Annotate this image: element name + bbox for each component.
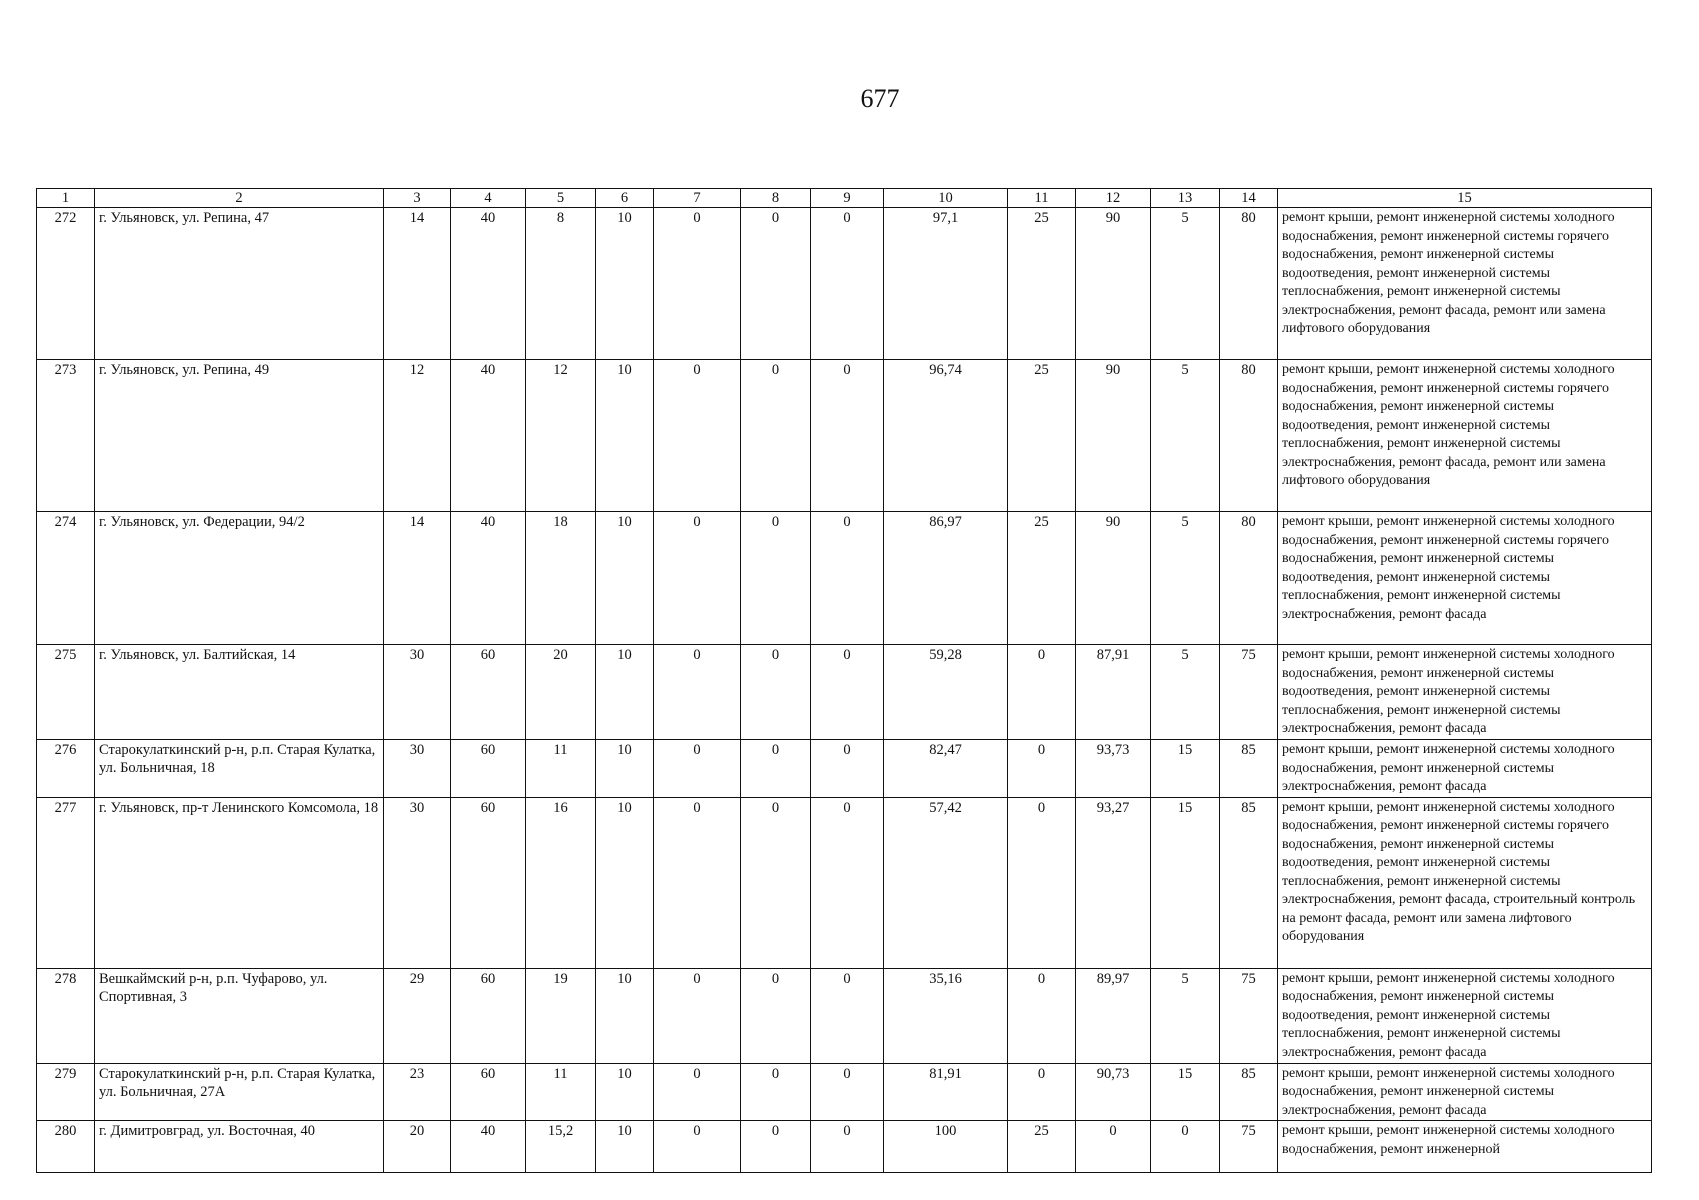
value-cell-col-6: 10 bbox=[596, 797, 654, 968]
table-row bbox=[37, 1121, 1652, 1173]
value-cell-col-6: 10 bbox=[596, 1063, 654, 1121]
table-body bbox=[37, 208, 1652, 1173]
value-cell-col-3: 12 bbox=[384, 360, 451, 512]
value-cell-col-12: 93,73 bbox=[1076, 740, 1151, 798]
value-cell-col-9: 0 bbox=[811, 645, 884, 740]
table-row bbox=[37, 512, 1652, 645]
value-cell-col-13: 15 bbox=[1151, 797, 1220, 968]
value-cell-col-5: 11 bbox=[526, 740, 596, 798]
value-cell-col-9: 0 bbox=[811, 512, 884, 645]
value-cell-col-3: 20 bbox=[384, 1121, 451, 1173]
value-cell-col-3: 23 bbox=[384, 1063, 451, 1121]
row-number: 272 bbox=[37, 208, 95, 360]
column-header: 7 bbox=[654, 189, 741, 208]
value-cell-col-10: 81,91 bbox=[884, 1063, 1008, 1121]
value-cell-col-11: 25 bbox=[1008, 360, 1076, 512]
value-cell-col-8: 0 bbox=[741, 360, 811, 512]
value-cell-col-4: 60 bbox=[451, 645, 526, 740]
value-cell-col-13: 0 bbox=[1151, 1121, 1220, 1173]
works-list-cell: ремонт крыши, ремонт инженерной системы холодного водоснабжения, ремонт инженерной системы водоотведения, ремонт инженерной системы теплоснабжения, ремонт инженерной системы электроснабжения, ремонт фасада bbox=[1278, 645, 1652, 740]
value-cell-col-10: 35,16 bbox=[884, 968, 1008, 1063]
value-cell-col-10: 59,28 bbox=[884, 645, 1008, 740]
value-cell-col-7: 0 bbox=[654, 645, 741, 740]
table-row bbox=[37, 797, 1652, 968]
address-cell: Вешкаймский р-н, р.п. Чуфарово, ул. Спортивная, 3 bbox=[95, 968, 384, 1063]
column-header: 14 bbox=[1220, 189, 1278, 208]
page-number: 677 bbox=[860, 84, 900, 113]
value-cell-col-10: 100 bbox=[884, 1121, 1008, 1173]
column-header: 6 bbox=[596, 189, 654, 208]
row-number: 274 bbox=[37, 512, 95, 645]
value-cell-col-13: 15 bbox=[1151, 1063, 1220, 1121]
address-cell: г. Ульяновск, пр-т Ленинского Комсомола, 18 bbox=[95, 797, 384, 968]
value-cell-col-8: 0 bbox=[741, 797, 811, 968]
column-header: 13 bbox=[1151, 189, 1220, 208]
value-cell-col-11: 0 bbox=[1008, 968, 1076, 1063]
value-cell-col-10: 97,1 bbox=[884, 208, 1008, 360]
column-header: 3 bbox=[384, 189, 451, 208]
works-list-cell: ремонт крыши, ремонт инженерной системы холодного водоснабжения, ремонт инженерной системы горячего водоснабжения, ремонт инженерной системы водоотведения, ремонт инженерной системы теплоснабжения, ремонт инженерной системы электроснабжения, ремонт фасада, ремонт или замена лифтового оборудования bbox=[1278, 360, 1652, 512]
value-cell-col-12: 87,91 bbox=[1076, 645, 1151, 740]
value-cell-col-9: 0 bbox=[811, 360, 884, 512]
value-cell-col-3: 29 bbox=[384, 968, 451, 1063]
column-header: 10 bbox=[884, 189, 1008, 208]
column-header: 9 bbox=[811, 189, 884, 208]
value-cell-col-9: 0 bbox=[811, 1121, 884, 1173]
value-cell-col-3: 14 bbox=[384, 512, 451, 645]
value-cell-col-5: 20 bbox=[526, 645, 596, 740]
value-cell-col-12: 0 bbox=[1076, 1121, 1151, 1173]
value-cell-col-8: 0 bbox=[741, 968, 811, 1063]
value-cell-col-14: 75 bbox=[1220, 1121, 1278, 1173]
value-cell-col-8: 0 bbox=[741, 1063, 811, 1121]
row-number: 276 bbox=[37, 740, 95, 798]
column-header: 4 bbox=[451, 189, 526, 208]
row-number: 279 bbox=[37, 1063, 95, 1121]
value-cell-col-7: 0 bbox=[654, 512, 741, 645]
value-cell-col-13: 5 bbox=[1151, 968, 1220, 1063]
value-cell-col-7: 0 bbox=[654, 1121, 741, 1173]
value-cell-col-4: 60 bbox=[451, 740, 526, 798]
works-list-cell: ремонт крыши, ремонт инженерной системы холодного водоснабжения, ремонт инженерной системы электроснабжения, ремонт фасада bbox=[1278, 740, 1652, 798]
value-cell-col-8: 0 bbox=[741, 208, 811, 360]
column-header: 12 bbox=[1076, 189, 1151, 208]
value-cell-col-9: 0 bbox=[811, 968, 884, 1063]
value-cell-col-14: 80 bbox=[1220, 512, 1278, 645]
value-cell-col-14: 85 bbox=[1220, 1063, 1278, 1121]
works-list-cell: ремонт крыши, ремонт инженерной системы холодного водоснабжения, ремонт инженерной системы горячего водоснабжения, ремонт инженерной системы водоотведения, ремонт инженерной системы теплоснабжения, ремонт инженерной системы электроснабжения, ремонт фасада, строительный контроль на ремонт фасада, ремонт или замена лифтового оборудования bbox=[1278, 797, 1652, 968]
value-cell-col-6: 10 bbox=[596, 740, 654, 798]
address-cell: г. Ульяновск, ул. Репина, 49 bbox=[95, 360, 384, 512]
value-cell-col-3: 30 bbox=[384, 645, 451, 740]
header-row bbox=[37, 189, 1652, 208]
column-header: 1 bbox=[37, 189, 95, 208]
table-row bbox=[37, 208, 1652, 360]
value-cell-col-14: 85 bbox=[1220, 797, 1278, 968]
works-list-cell: ремонт крыши, ремонт инженерной системы холодного водоснабжения, ремонт инженерной системы горячего водоснабжения, ремонт инженерной системы водоотведения, ремонт инженерной системы теплоснабжения, ремонт инженерной системы электроснабжения, ремонт фасада, ремонт или замена лифтового оборудования bbox=[1278, 208, 1652, 360]
value-cell-col-9: 0 bbox=[811, 740, 884, 798]
works-list-cell: ремонт крыши, ремонт инженерной системы холодного водоснабжения, ремонт инженерной системы водоотведения, ремонт инженерной системы теплоснабжения, ремонт инженерной системы электроснабжения, ремонт фасада bbox=[1278, 968, 1652, 1063]
value-cell-col-14: 75 bbox=[1220, 968, 1278, 1063]
value-cell-col-7: 0 bbox=[654, 360, 741, 512]
value-cell-col-5: 16 bbox=[526, 797, 596, 968]
table-row bbox=[37, 360, 1652, 512]
value-cell-col-6: 10 bbox=[596, 968, 654, 1063]
value-cell-col-11: 0 bbox=[1008, 645, 1076, 740]
value-cell-col-12: 89,97 bbox=[1076, 968, 1151, 1063]
value-cell-col-6: 10 bbox=[596, 512, 654, 645]
value-cell-col-12: 90 bbox=[1076, 360, 1151, 512]
value-cell-col-4: 40 bbox=[451, 512, 526, 645]
address-cell: г. Ульяновск, ул. Репина, 47 bbox=[95, 208, 384, 360]
value-cell-col-4: 40 bbox=[451, 1121, 526, 1173]
value-cell-col-7: 0 bbox=[654, 740, 741, 798]
value-cell-col-10: 96,74 bbox=[884, 360, 1008, 512]
value-cell-col-6: 10 bbox=[596, 360, 654, 512]
value-cell-col-4: 60 bbox=[451, 797, 526, 968]
works-list-cell: ремонт крыши, ремонт инженерной системы холодного водоснабжения, ремонт инженерной bbox=[1278, 1121, 1652, 1173]
value-cell-col-7: 0 bbox=[654, 968, 741, 1063]
table-row bbox=[37, 645, 1652, 740]
value-cell-col-6: 10 bbox=[596, 1121, 654, 1173]
row-number: 277 bbox=[37, 797, 95, 968]
address-cell: Старокулаткинский р-н, р.п. Старая Кулатка, ул. Больничная, 18 bbox=[95, 740, 384, 798]
value-cell-col-12: 90 bbox=[1076, 208, 1151, 360]
value-cell-col-4: 40 bbox=[451, 208, 526, 360]
value-cell-col-12: 93,27 bbox=[1076, 797, 1151, 968]
value-cell-col-3: 30 bbox=[384, 797, 451, 968]
value-cell-col-5: 18 bbox=[526, 512, 596, 645]
value-cell-col-8: 0 bbox=[741, 1121, 811, 1173]
value-cell-col-9: 0 bbox=[811, 1063, 884, 1121]
value-cell-col-14: 85 bbox=[1220, 740, 1278, 798]
value-cell-col-4: 40 bbox=[451, 360, 526, 512]
value-cell-col-13: 15 bbox=[1151, 740, 1220, 798]
address-cell: Старокулаткинский р-н, р.п. Старая Кулатка, ул. Больничная, 27А bbox=[95, 1063, 384, 1121]
value-cell-col-6: 10 bbox=[596, 208, 654, 360]
value-cell-col-14: 80 bbox=[1220, 208, 1278, 360]
value-cell-col-4: 60 bbox=[451, 1063, 526, 1121]
row-number: 275 bbox=[37, 645, 95, 740]
column-header: 8 bbox=[741, 189, 811, 208]
column-header: 5 bbox=[526, 189, 596, 208]
value-cell-col-3: 14 bbox=[384, 208, 451, 360]
value-cell-col-5: 15,2 bbox=[526, 1121, 596, 1173]
value-cell-col-13: 5 bbox=[1151, 645, 1220, 740]
value-cell-col-7: 0 bbox=[654, 1063, 741, 1121]
address-cell: г. Ульяновск, ул. Балтийская, 14 bbox=[95, 645, 384, 740]
value-cell-col-12: 90 bbox=[1076, 512, 1151, 645]
row-number: 280 bbox=[37, 1121, 95, 1173]
works-list-cell: ремонт крыши, ремонт инженерной системы холодного водоснабжения, ремонт инженерной системы электроснабжения, ремонт фасада bbox=[1278, 1063, 1652, 1121]
repair-schedule-table bbox=[36, 188, 1652, 1173]
value-cell-col-11: 0 bbox=[1008, 797, 1076, 968]
row-number: 273 bbox=[37, 360, 95, 512]
row-number: 278 bbox=[37, 968, 95, 1063]
address-cell: г. Димитровград, ул. Восточная, 40 bbox=[95, 1121, 384, 1173]
value-cell-col-9: 0 bbox=[811, 208, 884, 360]
table-row bbox=[37, 1063, 1652, 1121]
value-cell-col-10: 82,47 bbox=[884, 740, 1008, 798]
value-cell-col-8: 0 bbox=[741, 512, 811, 645]
value-cell-col-5: 11 bbox=[526, 1063, 596, 1121]
value-cell-col-7: 0 bbox=[654, 208, 741, 360]
value-cell-col-14: 80 bbox=[1220, 360, 1278, 512]
value-cell-col-11: 25 bbox=[1008, 512, 1076, 645]
value-cell-col-14: 75 bbox=[1220, 645, 1278, 740]
value-cell-col-4: 60 bbox=[451, 968, 526, 1063]
value-cell-col-9: 0 bbox=[811, 797, 884, 968]
column-header: 15 bbox=[1278, 189, 1652, 208]
value-cell-col-5: 8 bbox=[526, 208, 596, 360]
value-cell-col-11: 25 bbox=[1008, 1121, 1076, 1173]
works-list-cell: ремонт крыши, ремонт инженерной системы холодного водоснабжения, ремонт инженерной системы горячего водоснабжения, ремонт инженерной системы водоотведения, ремонт инженерной системы теплоснабжения, ремонт инженерной системы электроснабжения, ремонт фасада bbox=[1278, 512, 1652, 645]
value-cell-col-10: 57,42 bbox=[884, 797, 1008, 968]
value-cell-col-8: 0 bbox=[741, 645, 811, 740]
value-cell-col-6: 10 bbox=[596, 645, 654, 740]
value-cell-col-13: 5 bbox=[1151, 208, 1220, 360]
value-cell-col-13: 5 bbox=[1151, 360, 1220, 512]
value-cell-col-10: 86,97 bbox=[884, 512, 1008, 645]
address-cell: г. Ульяновск, ул. Федерации, 94/2 bbox=[95, 512, 384, 645]
value-cell-col-5: 19 bbox=[526, 968, 596, 1063]
value-cell-col-13: 5 bbox=[1151, 512, 1220, 645]
value-cell-col-3: 30 bbox=[384, 740, 451, 798]
value-cell-col-11: 0 bbox=[1008, 740, 1076, 798]
value-cell-col-11: 25 bbox=[1008, 208, 1076, 360]
value-cell-col-5: 12 bbox=[526, 360, 596, 512]
column-header: 2 bbox=[95, 189, 384, 208]
table-row bbox=[37, 968, 1652, 1063]
value-cell-col-12: 90,73 bbox=[1076, 1063, 1151, 1121]
column-header: 11 bbox=[1008, 189, 1076, 208]
value-cell-col-7: 0 bbox=[654, 797, 741, 968]
value-cell-col-8: 0 bbox=[741, 740, 811, 798]
value-cell-col-11: 0 bbox=[1008, 1063, 1076, 1121]
table-row bbox=[37, 740, 1652, 798]
